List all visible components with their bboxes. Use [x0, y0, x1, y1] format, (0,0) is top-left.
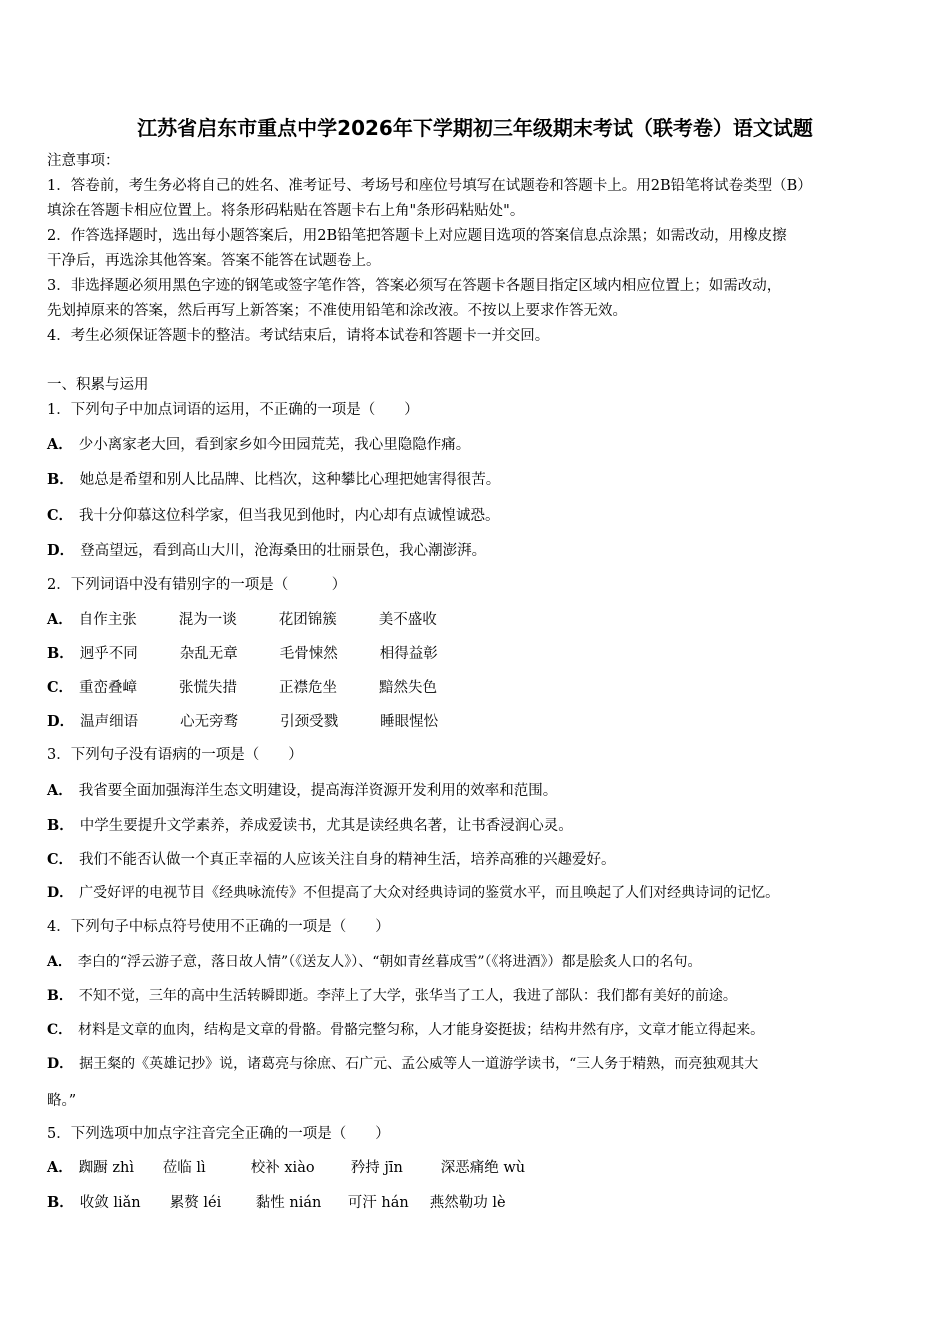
notice-line-3: 2．作答选择题时，选出每小题答案后，用2B铅笔把答题卡上对应题目选项的答案信息点涂黑；如需改动，用橡皮擦	[47, 228, 787, 244]
word: 迥乎不同	[79, 646, 138, 662]
option-text: 我们不能否认做一个真正幸福的人应该关注自身的精神生活，培养高雅的兴趣爱好。	[79, 852, 616, 868]
exam-title: 江苏省启东市重点中学2026年下学期初三年级期末考试（联考卷）语文试题	[137, 116, 813, 140]
q2-option-d	[47, 709, 438, 735]
q4-option-d-cont	[47, 1089, 76, 1114]
q1-stem: 1．下列句子中加点词语的运用，不正确的一项是（ ）	[47, 402, 419, 418]
option-text: 少小离家老大回，看到家乡如今田园荒芜，我心里隐隐作痛。	[78, 437, 471, 453]
q3-stem: 3．下列句子没有语病的一项是（ ）	[47, 747, 303, 763]
option-text: 不知不觉，三年的高中生活转瞬即逝。李萍上了大学，张华当了工人，我进了部队：我们都有美好的前途。	[78, 988, 737, 1004]
option-text: 她总是希望和别人比品牌、比档次，这种攀比心理把她害得很苦。	[79, 472, 501, 488]
option-label: C．	[47, 507, 74, 524]
word: 心无旁骛	[180, 714, 239, 730]
q2-option-a	[47, 607, 437, 633]
q4-stem: 4．下列句子中标点符号使用不正确的一项是（ ）	[47, 919, 390, 935]
word: 杂乱无章	[179, 646, 238, 662]
word: 温声细语	[80, 714, 139, 730]
pinyin-item: 燕然勒功 lè	[429, 1195, 506, 1211]
q1-option-d	[47, 538, 486, 564]
option-text: 略。”	[47, 1093, 77, 1109]
q4-option-a	[47, 950, 702, 975]
word: 毛骨悚然	[279, 646, 338, 662]
pinyin-item: 可汗 hán	[347, 1195, 409, 1211]
pinyin-item: 矜持 jīn	[350, 1160, 403, 1176]
notice-line-5: 3．非选择题必须用黑色字迹的钢笔或签字笔作答，答案必须写在答题卡各题目指定区域内相应位置上；如需改动，	[47, 278, 782, 294]
q2-option-b	[47, 641, 438, 667]
word: 混为一谈	[178, 612, 237, 628]
word: 美不盛收	[378, 612, 437, 628]
word: 黯然失色	[379, 680, 438, 696]
notice-heading: 注意事项：	[47, 153, 120, 169]
q1-option-c	[47, 503, 500, 529]
option-text: 材料是文章的血肉，结构是文章的骨骼。骨骼完整匀称，人才能身姿挺拔；结构井然有序，文章才能立得起来。	[78, 1022, 765, 1038]
q2-option-c	[47, 675, 437, 701]
option-label: B．	[47, 471, 74, 488]
word: 睡眼惺忪	[380, 714, 439, 730]
pinyin-item: 踟蹰 zhì	[78, 1160, 134, 1176]
notice-line-4: 干净后，再选涂其他答案。答案不能答在试题卷上。	[47, 253, 381, 269]
pinyin-item: 收敛 liǎn	[79, 1195, 141, 1211]
q3-option-b	[47, 813, 573, 839]
option-label: D．	[47, 885, 74, 901]
word: 引颈受戮	[280, 714, 339, 730]
q5-option-a	[47, 1155, 525, 1181]
option-label: C．	[47, 851, 74, 868]
word: 重峦叠嶂	[79, 680, 138, 696]
q4-option-c	[47, 1018, 764, 1043]
option-text: 李白的“浮云游子意，落日故人情”（《送友人》）、“朝如青丝暮成雪”（《将进酒》）都是脍炙人口的名句。	[77, 954, 702, 970]
option-label: A．	[47, 611, 73, 628]
option-label: A．	[47, 782, 73, 799]
option-text: 广受好评的电视节目《经典咏流传》不但提高了大众对经典诗词的鉴赏水平，而且唤起了人们对经典诗词的记忆。	[79, 885, 780, 901]
q5-stem: 5．下列选项中加点字注音完全正确的一项是（ ）	[47, 1126, 390, 1142]
option-label: B．	[47, 817, 74, 834]
word: 自作主张	[78, 612, 137, 628]
q3-option-c	[47, 847, 616, 873]
option-label: B．	[47, 645, 74, 662]
pinyin-item: 校补 xiào	[250, 1160, 315, 1176]
option-label: C．	[47, 1022, 73, 1038]
option-label: A．	[47, 1159, 73, 1176]
word: 正襟危坐	[279, 680, 338, 696]
option-text: 我省要全面加强海洋生态文明建设，提高海洋资源开发利用的效率和范围。	[78, 783, 558, 799]
option-label: D．	[47, 542, 75, 559]
word: 相得益彰	[379, 646, 438, 662]
option-text: 我十分仰慕这位科学家，但当我见到他时，内心却有点诚惶诚恐。	[79, 508, 500, 524]
q1-option-a	[47, 432, 470, 458]
option-label: D．	[47, 1056, 74, 1072]
q3-option-d	[47, 881, 779, 906]
pinyin-item: 深恶痛绝 wù	[440, 1160, 526, 1176]
pinyin-item: 累赘 léi	[169, 1195, 222, 1211]
pinyin-item: 黏性 nián	[255, 1195, 322, 1211]
notice-line-6: 先划掉原来的答案，然后再写上新答案；不准使用铅笔和涂改液。不按以上要求作答无效。	[47, 303, 627, 319]
option-label: C．	[47, 679, 74, 696]
option-label: D．	[47, 713, 75, 730]
option-text: 据王粲的《英雄记抄》说，诸葛亮与徐庶、石广元、孟公威等人一道游学读书，“三人务于精熟，而亮独观其大	[79, 1056, 759, 1072]
q4-option-b	[47, 984, 737, 1009]
q3-option-a	[47, 778, 557, 804]
option-label: A．	[47, 954, 72, 970]
pinyin-item: 莅临 lì	[162, 1160, 206, 1176]
section-heading: 一、积累与运用	[47, 377, 149, 393]
notice-line-2: 填涂在答题卡相应位置上。将条形码粘贴在答题卡右上角"条形码粘贴处"。	[47, 203, 525, 219]
word: 张慌失措	[179, 680, 238, 696]
option-label: B．	[47, 988, 73, 1004]
q5-option-b	[47, 1190, 506, 1216]
q1-option-b	[47, 467, 500, 493]
option-text: 登高望远，看到高山大川，沧海桑田的壮丽景色，我心潮澎湃。	[80, 543, 487, 559]
notice-line-7: 4．考生必须保证答题卡的整洁。考试结束后，请将本试卷和答题卡一并交回。	[47, 328, 550, 344]
notice-line-1: 1．答卷前，考生务必将自己的姓名、准考证号、考场号和座位号填写在试题卷和答题卡上。用2B铅笔将试卷类型（B）	[47, 178, 812, 194]
option-text: 中学生要提升文学素养，养成爱读书，尤其是读经典名著，让书香浸润心灵。	[79, 818, 573, 834]
q4-option-d	[47, 1052, 758, 1077]
q2-stem: 2．下列词语中没有错别字的一项是（ ）	[47, 577, 347, 593]
option-label: A．	[47, 436, 73, 453]
word: 花团锦簇	[278, 612, 337, 628]
option-label: B．	[47, 1194, 74, 1211]
